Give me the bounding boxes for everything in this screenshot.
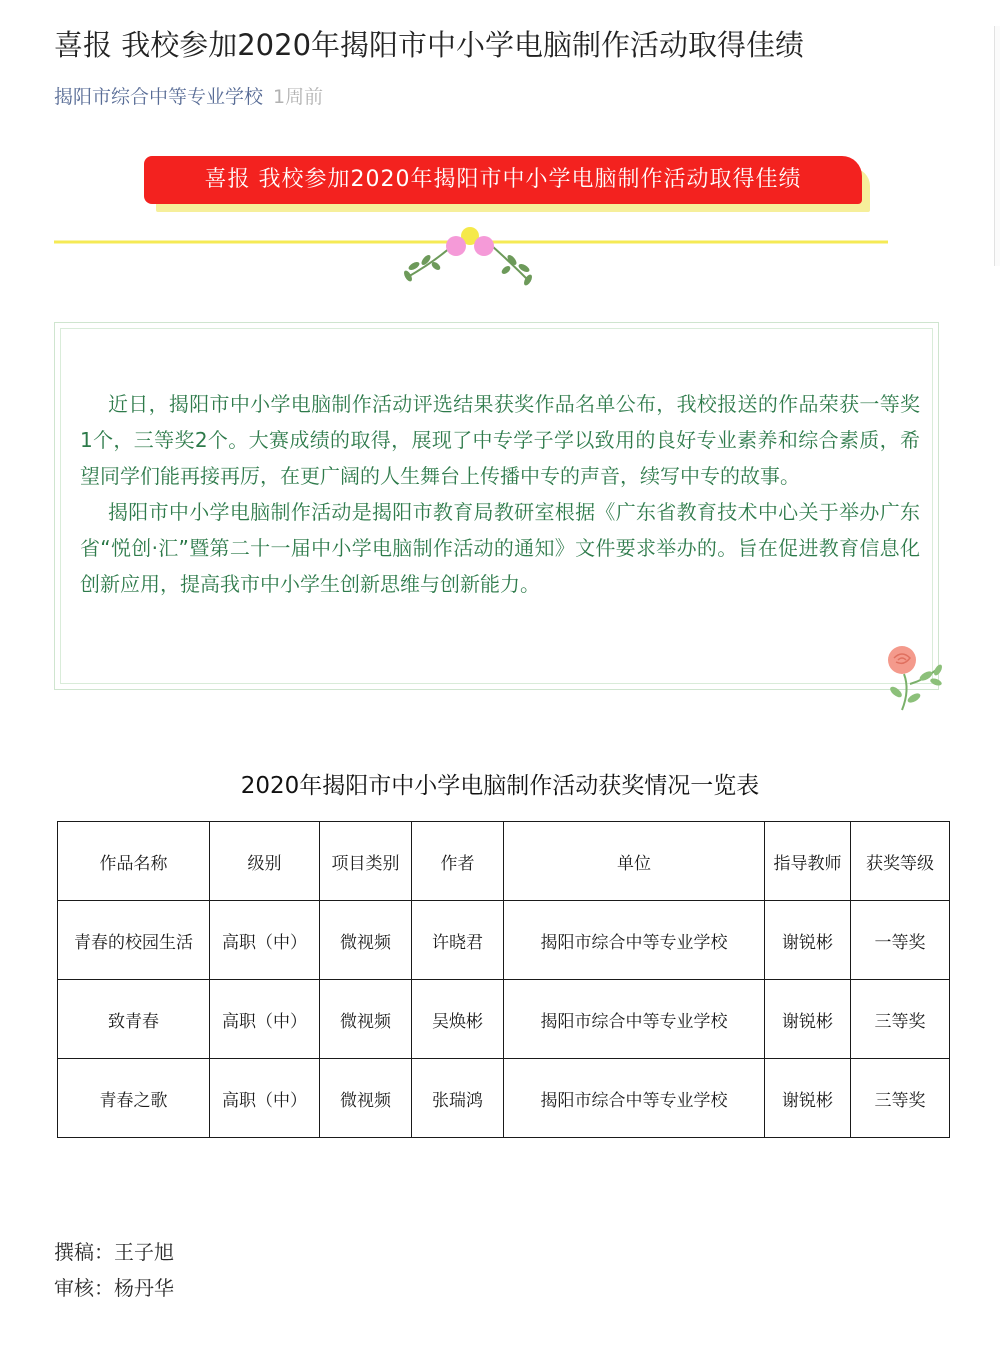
author-credit: 撰稿：王子旭 [54,1240,174,1264]
source-link[interactable]: 揭阳市综合中等专业学校 [54,86,264,108]
cell-award: 三等奖 [851,1059,950,1138]
rose-icon [880,640,950,712]
article-footer [54,1234,174,1306]
scrollbar[interactable] [994,26,1000,266]
cell-author: 许晓君 [412,901,504,980]
headline-banner: 喜报 我校参加2020年揭阳市中小学电脑制作活动取得佳绩 [144,156,862,204]
cell-level: 高职（中） [210,980,320,1059]
intro-text [80,386,920,602]
header-unit: 单位 [504,822,765,901]
article-meta [54,84,323,110]
awards-table [57,821,950,1138]
publish-time: 1周前 [273,86,324,108]
cell-level: 高职（中） [210,1059,320,1138]
cell-teacher: 谢锐彬 [765,1059,851,1138]
cell-teacher: 谢锐彬 [765,980,851,1059]
cell-teacher: 谢锐彬 [765,901,851,980]
cell-level: 高职（中） [210,901,320,980]
flower-divider-icon [54,226,894,298]
article-title: 喜报 我校参加2020年揭阳市中小学电脑制作活动取得佳绩 [54,28,805,62]
cell-category: 微视频 [320,1059,412,1138]
cell-award: 三等奖 [851,980,950,1059]
intro-paragraph-2: 揭阳市中小学电脑制作活动是揭阳市教育局教研室根据《广东省教育技术中心关于举办广东省“悦创·汇”暨第二十一届中小学电脑制作活动的通知》文件要求举办的。旨在促进教育信息化创新应用，提高我市中小学生创新思维与创新能力。 [80,500,920,596]
cell-unit: 揭阳市综合中等专业学校 [504,980,765,1059]
table-header-row [58,822,950,901]
cell-category: 微视频 [320,901,412,980]
header-level: 级别 [210,822,320,901]
cell-author: 吴焕彬 [412,980,504,1059]
cell-award: 一等奖 [851,901,950,980]
header-teacher: 指导教师 [765,822,851,901]
cell-category: 微视频 [320,980,412,1059]
cell-work-name: 致青春 [58,980,210,1059]
header-category: 项目类别 [320,822,412,901]
table-row [58,901,950,980]
table-row [58,980,950,1059]
cell-unit: 揭阳市综合中等专业学校 [504,901,765,980]
table-row [58,1059,950,1138]
intro-paragraph-1: 近日，揭阳市中小学电脑制作活动评选结果获奖作品名单公布，我校报送的作品荣获一等奖1个，三等奖2个。大赛成绩的取得，展现了中专学子学以致用的良好专业素养和综合素质，希望同学们能再接再厉，在更广阔的人生舞台上传播中专的声音，续写中专的故事。 [80,392,920,488]
cell-work-name: 青春之歌 [58,1059,210,1138]
cell-author: 张瑞鸿 [412,1059,504,1138]
header-work-name: 作品名称 [58,822,210,901]
header-author: 作者 [412,822,504,901]
cell-unit: 揭阳市综合中等专业学校 [504,1059,765,1138]
table-title: 2020年揭阳市中小学电脑制作活动获奖情况一览表 [240,773,760,799]
header-award: 获奖等级 [851,822,950,901]
reviewer-credit: 审核：杨丹华 [54,1276,174,1300]
cell-work-name: 青春的校园生活 [58,901,210,980]
